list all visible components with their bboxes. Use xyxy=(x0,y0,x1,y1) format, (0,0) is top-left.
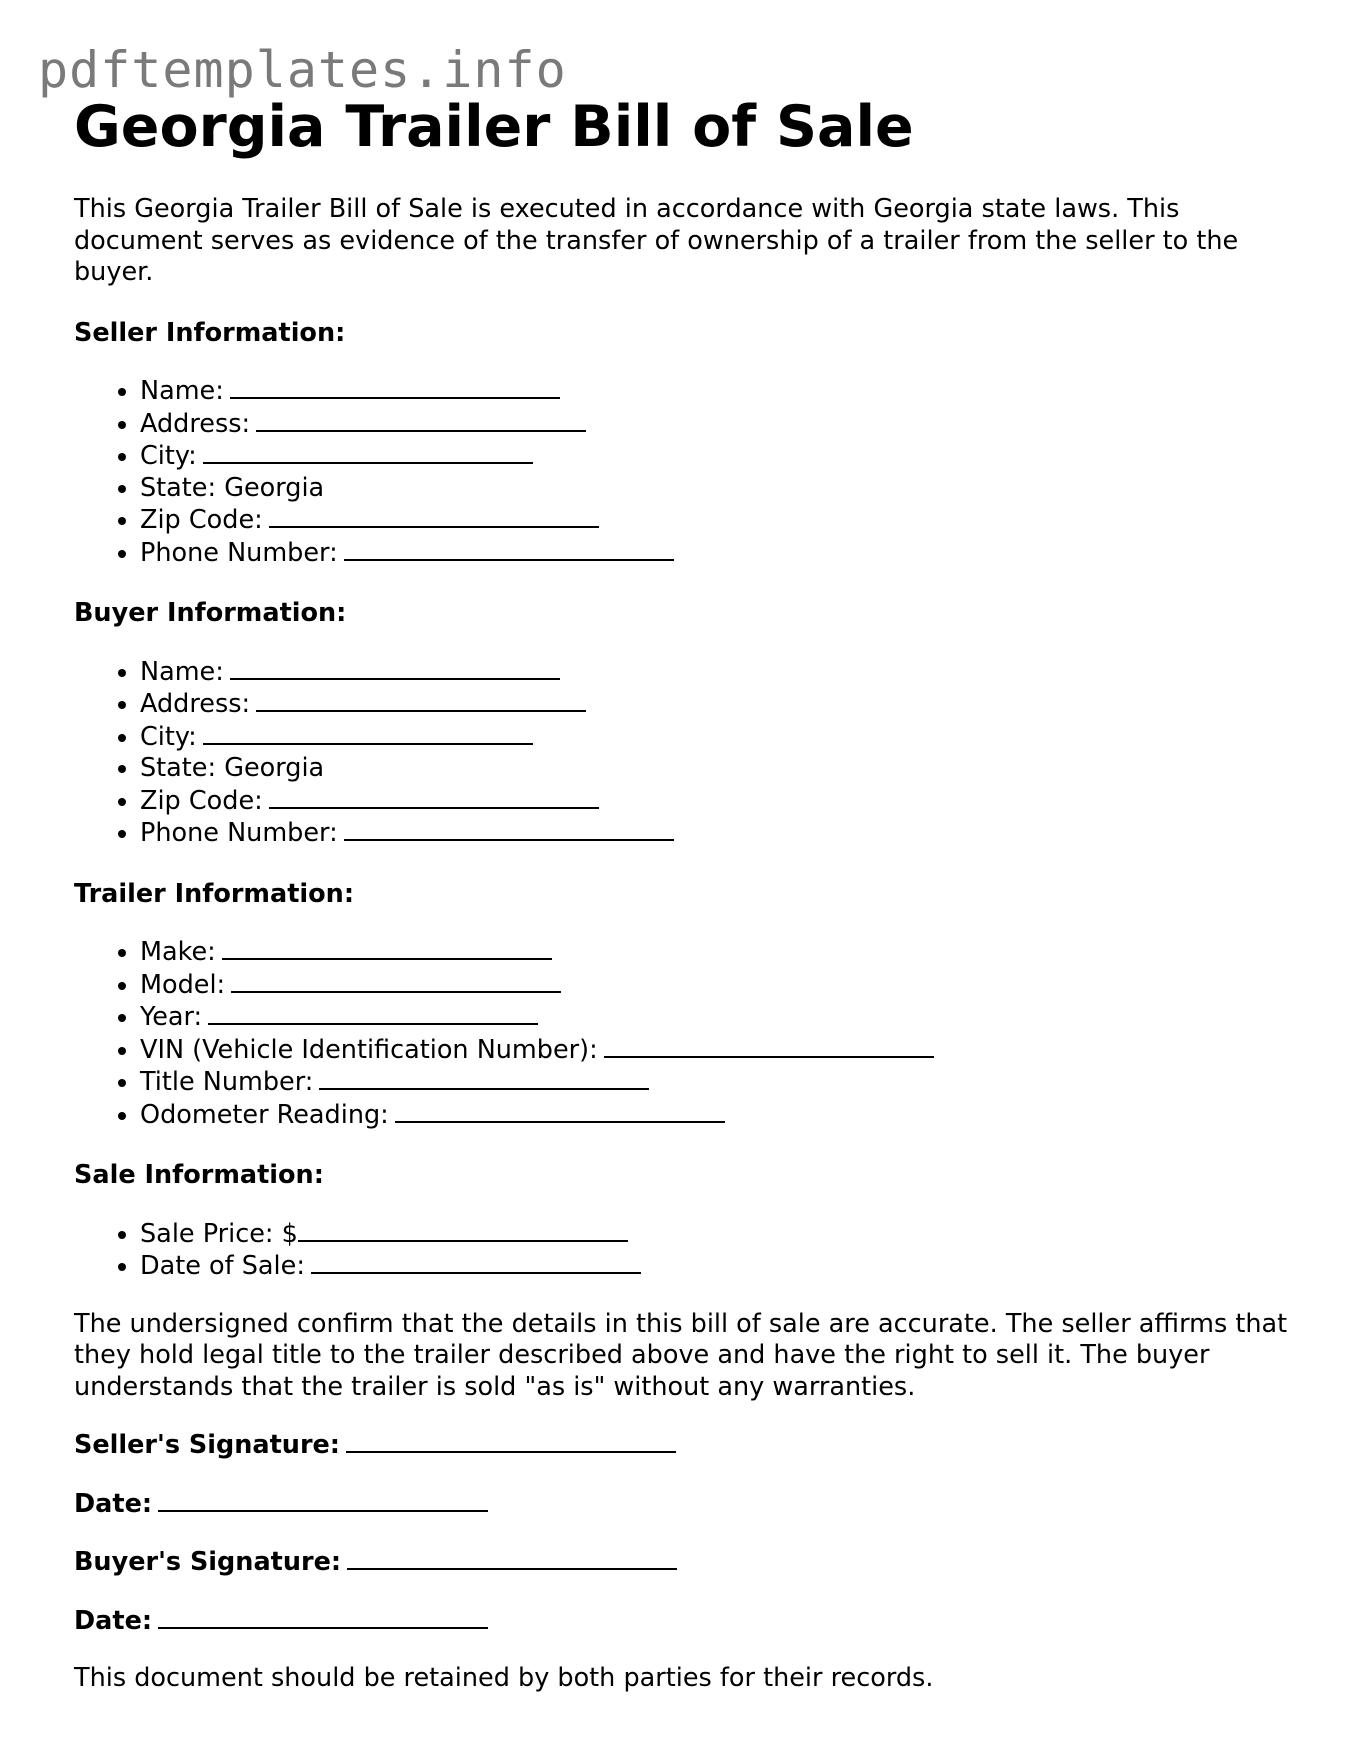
buyer-address-item xyxy=(140,688,1304,721)
buyer-date-blank[interactable] xyxy=(158,1605,488,1629)
affirmation-paragraph: The undersigned confirm that the details in this bill of sale are accurate. The seller affirms that they hold legal title to the trailer described above and have the right to sell it. The buyer understands that the trailer is sold "as is" without any warranties. xyxy=(74,1308,1288,1402)
sale-field-list xyxy=(74,1218,1304,1283)
seller-zip-blank[interactable] xyxy=(269,504,599,528)
document-title: Georgia Trailer Bill of Sale xyxy=(74,94,914,160)
trailer-year-label: Year: xyxy=(140,1002,203,1032)
seller-date-blank[interactable] xyxy=(158,1488,488,1512)
seller-date-line xyxy=(74,1488,1304,1521)
buyer-city-item xyxy=(140,721,1304,754)
seller-name-item xyxy=(140,375,1304,408)
trailer-make-item xyxy=(140,936,1304,969)
seller-address-item xyxy=(140,408,1304,441)
seller-date-label: Date: xyxy=(74,1488,153,1519)
sale-date-blank[interactable] xyxy=(311,1250,641,1274)
sale-date-item xyxy=(140,1250,1304,1283)
seller-field-list xyxy=(74,375,1304,569)
buyer-address-label: Address: xyxy=(140,689,251,719)
trailer-make-blank[interactable] xyxy=(222,936,552,960)
seller-section-heading: Seller Information: xyxy=(74,317,346,348)
trailer-odometer-label: Odometer Reading: xyxy=(140,1099,389,1130)
buyer-zip-blank[interactable] xyxy=(269,785,599,809)
buyer-section-heading: Buyer Information: xyxy=(74,598,347,628)
buyer-date-label: Date: xyxy=(74,1605,153,1636)
buyer-name-blank[interactable] xyxy=(230,656,560,680)
seller-zip-label: Zip Code: xyxy=(140,505,263,535)
seller-zip-item xyxy=(140,504,1304,537)
buyer-signature-label: Buyer's Signature: xyxy=(74,1547,342,1577)
trailer-year-blank[interactable] xyxy=(208,1001,538,1025)
seller-phone-label: Phone Number: xyxy=(140,537,338,568)
intro-paragraph: This Georgia Trailer Bill of Sale is executed in accordance with Georgia state laws. This document serves as evidence of the transfer of ownership of a trailer from the seller to the buyer. xyxy=(74,194,1239,287)
buyer-name-item xyxy=(140,656,1304,689)
buyer-phone-item xyxy=(140,817,1304,850)
trailer-model-item xyxy=(140,969,1304,1002)
buyer-address-blank[interactable] xyxy=(256,688,586,712)
seller-address-label: Address: xyxy=(140,408,251,439)
trailer-odometer-item xyxy=(140,1099,1304,1132)
trailer-vin-label: VIN (Vehicle Identification Number): xyxy=(140,1034,598,1065)
seller-address-blank[interactable] xyxy=(256,408,586,432)
trailer-section-heading: Trailer Information: xyxy=(74,878,355,909)
buyer-date-line xyxy=(74,1605,1304,1638)
seller-name-label: Name: xyxy=(140,376,224,406)
seller-state-item xyxy=(140,473,1304,505)
seller-name-blank[interactable] xyxy=(230,375,560,399)
document-body xyxy=(74,90,1304,1695)
seller-phone-blank[interactable] xyxy=(344,537,674,561)
trailer-field-list xyxy=(74,936,1304,1131)
seller-city-label: City: xyxy=(140,441,197,471)
sale-price-label: Sale Price: $ xyxy=(140,1218,298,1249)
trailer-make-label: Make: xyxy=(140,937,216,967)
seller-state-label: State: Georgia xyxy=(140,472,325,503)
seller-phone-item xyxy=(140,537,1304,570)
buyer-field-list xyxy=(74,656,1304,850)
seller-city-blank[interactable] xyxy=(203,440,533,464)
buyer-phone-blank[interactable] xyxy=(344,817,674,841)
seller-city-item xyxy=(140,440,1304,473)
buyer-zip-label: Zip Code: xyxy=(140,785,263,816)
trailer-title-number-label: Title Number: xyxy=(140,1067,314,1097)
buyer-phone-label: Phone Number: xyxy=(140,818,338,848)
sale-price-blank[interactable] xyxy=(298,1218,628,1242)
trailer-odometer-blank[interactable] xyxy=(395,1099,725,1123)
buyer-city-blank[interactable] xyxy=(203,721,533,745)
seller-signature-blank[interactable] xyxy=(346,1429,676,1453)
buyer-state-item xyxy=(140,753,1304,785)
sale-price-item xyxy=(140,1218,1304,1251)
buyer-signature-line xyxy=(74,1546,1304,1579)
sale-date-label: Date of Sale: xyxy=(140,1251,305,1281)
buyer-signature-blank[interactable] xyxy=(347,1546,677,1570)
trailer-model-label: Model: xyxy=(140,969,226,1000)
buyer-name-label: Name: xyxy=(140,656,224,687)
trailer-vin-blank[interactable] xyxy=(604,1034,934,1058)
retention-note: This document should be retained by both parties for their records. xyxy=(74,1663,934,1693)
trailer-title-number-blank[interactable] xyxy=(319,1066,649,1090)
buyer-zip-item xyxy=(140,785,1304,818)
seller-signature-line xyxy=(74,1429,1304,1462)
buyer-city-label: City: xyxy=(140,721,197,752)
trailer-vin-item xyxy=(140,1034,1304,1067)
seller-signature-label: Seller's Signature: xyxy=(74,1430,341,1460)
buyer-state-label: State: Georgia xyxy=(140,753,325,783)
watermark-text: pdftemplates.info xyxy=(38,41,567,99)
trailer-title-number-item xyxy=(140,1066,1304,1099)
trailer-year-item xyxy=(140,1001,1304,1034)
sale-section-heading: Sale Information: xyxy=(74,1160,324,1190)
trailer-model-blank[interactable] xyxy=(231,969,561,993)
